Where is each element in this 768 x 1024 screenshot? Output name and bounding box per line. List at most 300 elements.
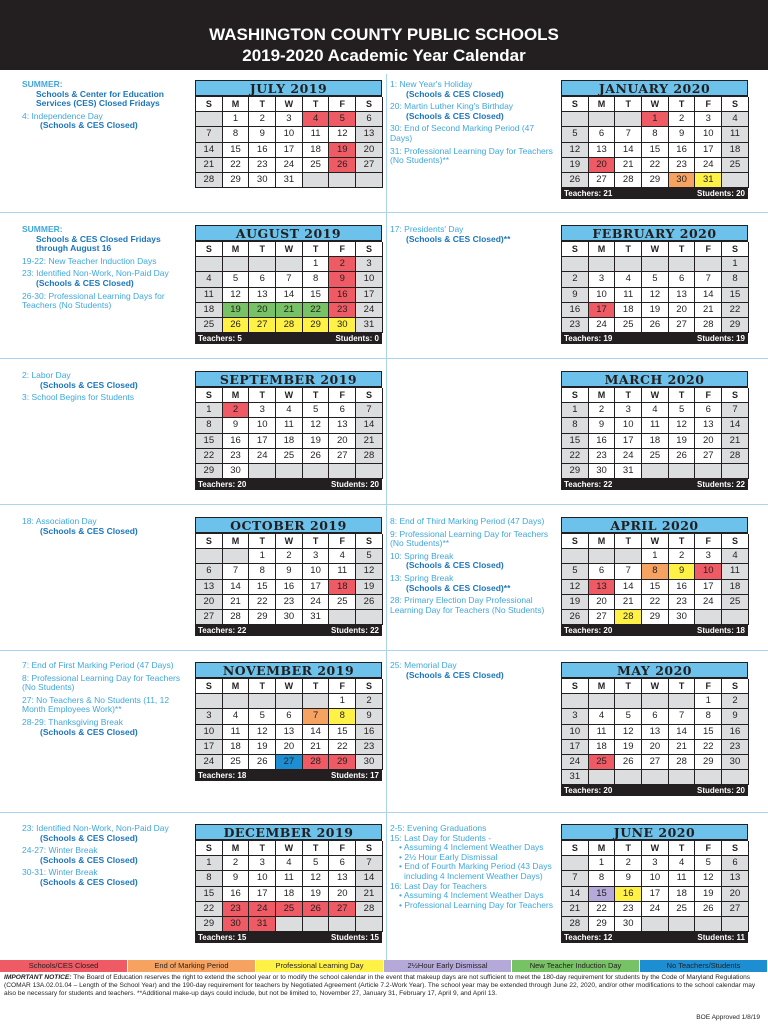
day-cell: 15: [695, 725, 722, 740]
teacher-count: Teachers: 19: [564, 334, 613, 344]
teacher-count: Teachers: 18: [198, 771, 247, 781]
day-cell: 5: [562, 127, 589, 142]
note: 9: Professional Learning Day for Teachers (No Students)**: [390, 528, 549, 549]
day-cell: 12: [669, 418, 696, 433]
note: SUMMER:: [22, 224, 63, 234]
day-cell: 19: [615, 740, 642, 755]
day-cell: 13: [642, 725, 669, 740]
day-cell: 4: [303, 112, 330, 127]
note: (Schools & CES Closed): [40, 120, 138, 131]
weekday-label: S: [722, 841, 749, 856]
day-cell: 22: [562, 449, 589, 464]
day-cell: 7: [223, 564, 250, 579]
day-cell: 24: [589, 318, 616, 333]
day-cell: 3: [303, 549, 330, 564]
day-cell: 27: [589, 610, 616, 625]
note: 7: End of First Marking Period (47 Days): [22, 660, 174, 670]
day-cell: 5: [303, 403, 330, 418]
day-cell: 25: [303, 158, 330, 173]
day-cell: 29: [722, 318, 749, 333]
day-cell: 1: [562, 403, 589, 418]
day-cell: 17: [695, 143, 722, 158]
november-notes: [22, 661, 192, 740]
day-cell: 6: [589, 127, 616, 142]
month-title: AUGUST 2019: [195, 225, 382, 241]
day-cell: 24: [615, 449, 642, 464]
note: 3: School Begins for Students: [22, 392, 134, 403]
teacher-count: Teachers: 15: [198, 933, 247, 943]
day-cell: 14: [196, 143, 223, 158]
empty-cell: [356, 917, 383, 932]
day-cell: 30: [223, 917, 250, 932]
day-cell: 9: [329, 272, 356, 287]
day-cell: 13: [589, 143, 616, 158]
empty-cell: [589, 257, 616, 272]
day-grid: [561, 533, 748, 625]
note: (Schools & CES Closed): [40, 726, 138, 737]
day-cell: 15: [223, 143, 250, 158]
weekday-label: W: [276, 679, 303, 694]
day-cell: 3: [276, 112, 303, 127]
month-title: NOVEMBER 2019: [195, 662, 382, 678]
day-cell: 27: [329, 449, 356, 464]
student-count: Students: 11: [697, 933, 745, 943]
empty-cell: [642, 694, 669, 709]
legend-early-dismissal: 2½Hour Early Dismissal: [384, 960, 512, 972]
day-cell: 29: [329, 755, 356, 770]
day-grid: [195, 678, 382, 770]
weekday-label: W: [276, 534, 303, 549]
day-cell: 13: [695, 418, 722, 433]
weekday-label: T: [615, 388, 642, 403]
day-counts: [561, 932, 748, 943]
day-cell: 2: [276, 549, 303, 564]
weekday-label: M: [589, 388, 616, 403]
note: (Schools & CES Closed): [406, 669, 504, 680]
day-grid: [195, 387, 382, 479]
day-cell: 15: [196, 887, 223, 902]
day-cell: 23: [615, 902, 642, 917]
day-cell: 14: [562, 887, 589, 902]
student-count: Students: 19: [696, 334, 745, 344]
day-cell: 10: [615, 418, 642, 433]
day-cell: 18: [589, 740, 616, 755]
day-cell: 19: [249, 740, 276, 755]
weekday-label: T: [615, 242, 642, 257]
day-cell: 21: [562, 902, 589, 917]
day-cell: 5: [223, 272, 250, 287]
day-cell: 5: [249, 709, 276, 724]
legend: [0, 960, 768, 972]
row-divider: [0, 358, 768, 359]
empty-cell: [196, 257, 223, 272]
calendar-december-2019: [195, 824, 382, 943]
day-cell: 4: [589, 709, 616, 724]
empty-cell: [722, 917, 749, 932]
empty-cell: [669, 464, 696, 479]
day-cell: 14: [615, 580, 642, 595]
day-cell: 15: [642, 143, 669, 158]
teacher-count: Teachers: 21: [564, 189, 613, 199]
day-cell: 4: [223, 709, 250, 724]
weekday-label: T: [303, 534, 330, 549]
row-divider: [0, 650, 768, 651]
month-title: OCTOBER 2019: [195, 517, 382, 533]
month-title: APRIL 2020: [561, 517, 748, 533]
day-cell: 10: [196, 725, 223, 740]
empty-cell: [303, 464, 330, 479]
day-cell: 13: [196, 580, 223, 595]
day-cell: 31: [695, 173, 722, 188]
day-cell: 24: [249, 902, 276, 917]
day-cell: 10: [695, 127, 722, 142]
day-cell: 14: [303, 725, 330, 740]
weekday-label: T: [249, 841, 276, 856]
empty-cell: [615, 694, 642, 709]
calendar-january-2020: [561, 80, 748, 199]
day-cell: 7: [562, 871, 589, 886]
day-cell: 22: [303, 303, 330, 318]
day-cell: 14: [223, 580, 250, 595]
weekday-label: T: [303, 97, 330, 112]
day-cell: 15: [329, 725, 356, 740]
day-cell: 8: [589, 871, 616, 886]
note: 8: Professional Learning Day for Teachers (No Students): [22, 672, 181, 693]
weekday-label: T: [669, 97, 696, 112]
day-cell: 24: [562, 755, 589, 770]
day-cell: 23: [562, 318, 589, 333]
weekday-label: M: [223, 534, 250, 549]
note: (Schools & CES Closed): [40, 832, 138, 843]
empty-cell: [276, 694, 303, 709]
day-cell: 25: [722, 158, 749, 173]
empty-cell: [642, 257, 669, 272]
day-cell: 12: [562, 143, 589, 158]
day-cell: 14: [722, 418, 749, 433]
weekday-label: W: [642, 534, 669, 549]
boe-approved: BOE Approved 1/8/19: [696, 1014, 760, 1021]
weekday-label: W: [642, 242, 669, 257]
student-count: Students: 22: [696, 480, 745, 490]
note: (Schools & CES Closed): [406, 88, 504, 99]
day-cell: 19: [356, 580, 383, 595]
day-cell: 24: [695, 595, 722, 610]
weekday-label: T: [249, 679, 276, 694]
day-cell: 2: [249, 112, 276, 127]
student-count: Students: 15: [330, 933, 379, 943]
weekday-label: M: [223, 388, 250, 403]
empty-cell: [329, 464, 356, 479]
weekday-label: S: [356, 97, 383, 112]
note: 19-22: New Teacher Induction Days: [22, 255, 157, 266]
day-cell: 4: [669, 856, 696, 871]
day-cell: 15: [562, 434, 589, 449]
page-title: WASHINGTON COUNTY PUBLIC SCHOOLS: [209, 25, 559, 44]
day-cell: 28: [562, 917, 589, 932]
day-cell: 11: [329, 564, 356, 579]
day-cell: 20: [249, 303, 276, 318]
empty-cell: [669, 917, 696, 932]
day-cell: 28: [669, 755, 696, 770]
day-cell: 30: [669, 610, 696, 625]
notice-lead: IMPORTANT NOTICE:: [4, 974, 72, 981]
day-cell: 20: [589, 158, 616, 173]
day-cell: 31: [562, 770, 589, 785]
day-cell: 30: [356, 755, 383, 770]
day-cell: 5: [695, 856, 722, 871]
may-notes: [390, 661, 555, 683]
empty-cell: [669, 694, 696, 709]
day-cell: 19: [329, 143, 356, 158]
weekday-label: T: [303, 679, 330, 694]
day-cell: 5: [615, 709, 642, 724]
day-cell: 14: [615, 143, 642, 158]
day-cell: 23: [249, 158, 276, 173]
weekday-label: S: [196, 242, 223, 257]
day-cell: 25: [329, 595, 356, 610]
day-grid: [561, 840, 748, 932]
day-cell: 11: [223, 725, 250, 740]
weekday-label: W: [276, 841, 303, 856]
weekday-label: S: [722, 388, 749, 403]
day-cell: 10: [562, 725, 589, 740]
day-cell: 8: [196, 418, 223, 433]
day-cell: 9: [276, 564, 303, 579]
note: (Schools & CES Closed): [36, 277, 134, 288]
weekday-label: W: [642, 388, 669, 403]
day-cell: 14: [356, 418, 383, 433]
day-cell: 23: [329, 303, 356, 318]
note: 23: Identified Non-Work, Non-Paid Day: [22, 268, 169, 279]
calendar-april-2020: [561, 517, 748, 636]
weekday-label: S: [722, 97, 749, 112]
day-cell: 16: [329, 288, 356, 303]
day-cell: 12: [249, 725, 276, 740]
day-cell: 9: [223, 418, 250, 433]
day-cell: 22: [589, 902, 616, 917]
day-cell: 29: [642, 610, 669, 625]
legend-closed: Schools/CES Closed: [0, 960, 128, 972]
day-cell: 30: [329, 318, 356, 333]
day-counts: [195, 333, 382, 344]
day-cell: 17: [562, 740, 589, 755]
day-cell: 10: [249, 418, 276, 433]
day-cell: 4: [642, 403, 669, 418]
day-cell: 23: [589, 449, 616, 464]
day-cell: 30: [276, 610, 303, 625]
day-cell: 27: [589, 173, 616, 188]
day-cell: 18: [642, 434, 669, 449]
day-cell: 30: [722, 755, 749, 770]
empty-cell: [695, 770, 722, 785]
day-cell: 16: [249, 143, 276, 158]
day-cell: 27: [642, 755, 669, 770]
note: (Schools & CES Closed): [40, 854, 138, 865]
note: 8: End of Third Marking Period (47 Days): [390, 516, 545, 526]
day-counts: [195, 932, 382, 943]
day-cell: 13: [329, 418, 356, 433]
day-cell: 28: [276, 318, 303, 333]
empty-cell: [562, 549, 589, 564]
day-cell: 20: [722, 887, 749, 902]
note: 23: Identified Non-Work, Non-Paid Day: [22, 823, 169, 833]
weekday-label: T: [615, 841, 642, 856]
day-cell: 11: [722, 564, 749, 579]
empty-cell: [196, 112, 223, 127]
day-cell: 2: [329, 257, 356, 272]
empty-cell: [695, 610, 722, 625]
day-cell: 29: [223, 173, 250, 188]
day-cell: 1: [249, 549, 276, 564]
note: Schools & Center for Education Services (CES) Closed Fridays: [36, 88, 164, 109]
note: 18: Association Day: [22, 516, 97, 526]
day-grid: [561, 96, 748, 188]
day-cell: 17: [615, 434, 642, 449]
day-cell: 17: [303, 580, 330, 595]
day-cell: 23: [669, 595, 696, 610]
day-cell: 1: [642, 112, 669, 127]
teacher-count: Teachers: 20: [198, 480, 247, 490]
empty-cell: [276, 917, 303, 932]
day-cell: 7: [695, 272, 722, 287]
weekday-label: S: [722, 242, 749, 257]
day-cell: 16: [722, 725, 749, 740]
day-cell: 30: [249, 173, 276, 188]
day-cell: 18: [669, 887, 696, 902]
empty-cell: [196, 549, 223, 564]
day-cell: 29: [303, 318, 330, 333]
weekday-label: M: [223, 841, 250, 856]
month-title: DECEMBER 2019: [195, 824, 382, 840]
day-cell: 27: [356, 158, 383, 173]
day-cell: 29: [642, 173, 669, 188]
note: 13: Spring Break: [390, 572, 454, 583]
day-cell: 16: [562, 303, 589, 318]
day-cell: 27: [695, 449, 722, 464]
weekday-label: F: [695, 841, 722, 856]
day-cell: 17: [642, 887, 669, 902]
day-cell: 12: [642, 288, 669, 303]
weekday-label: S: [196, 97, 223, 112]
note: Schools & CES Closed Fridays through August 16: [36, 233, 161, 254]
day-cell: 11: [196, 288, 223, 303]
weekday-label: M: [589, 97, 616, 112]
day-cell: 8: [249, 564, 276, 579]
empty-cell: [669, 257, 696, 272]
note: 28-29: Thanksgiving Break: [22, 716, 123, 727]
day-cell: 3: [589, 272, 616, 287]
note: • Assuming 4 Inclement Weather Days: [399, 842, 544, 853]
day-cell: 6: [249, 272, 276, 287]
day-cell: 21: [615, 158, 642, 173]
day-cell: 11: [615, 288, 642, 303]
day-cell: 3: [695, 549, 722, 564]
weekday-label: W: [276, 242, 303, 257]
weekday-label: M: [589, 534, 616, 549]
teacher-count: Teachers: 20: [564, 786, 613, 796]
note: 30: End of Second Marking Period (47 Days): [390, 123, 535, 143]
weekday-label: T: [249, 97, 276, 112]
august-notes: [22, 225, 194, 314]
day-cell: 6: [329, 856, 356, 871]
day-cell: 13: [589, 580, 616, 595]
day-cell: 11: [303, 127, 330, 142]
weekday-label: M: [589, 242, 616, 257]
day-cell: 2: [223, 856, 250, 871]
weekday-label: T: [615, 534, 642, 549]
student-count: Students: 18: [696, 626, 745, 636]
day-cell: 12: [695, 871, 722, 886]
legend-end-of-marking-period: End of Marking Period: [128, 960, 256, 972]
day-cell: 28: [303, 755, 330, 770]
teacher-count: Teachers: 12: [564, 933, 613, 943]
note: 16: Last Day for Teachers: [390, 880, 487, 891]
weekday-label: T: [249, 534, 276, 549]
day-cell: 6: [276, 709, 303, 724]
weekday-label: S: [562, 388, 589, 403]
day-cell: 18: [223, 740, 250, 755]
empty-cell: [642, 917, 669, 932]
weekday-label: S: [562, 679, 589, 694]
legend-professional-learning-day: Professional Learning Day: [256, 960, 384, 972]
month-title: MAY 2020: [561, 662, 748, 678]
day-cell: 1: [329, 694, 356, 709]
day-cell: 31: [303, 610, 330, 625]
day-cell: 17: [356, 288, 383, 303]
empty-cell: [276, 464, 303, 479]
weekday-label: S: [196, 388, 223, 403]
day-cell: 28: [615, 610, 642, 625]
empty-cell: [329, 917, 356, 932]
day-cell: 2: [356, 694, 383, 709]
day-cell: 13: [249, 288, 276, 303]
day-cell: 16: [589, 434, 616, 449]
day-cell: 26: [562, 173, 589, 188]
empty-cell: [615, 770, 642, 785]
day-cell: 10: [589, 288, 616, 303]
weekday-label: S: [356, 534, 383, 549]
note: • Assuming 4 Inclement Weather Days: [399, 890, 544, 901]
day-cell: 3: [196, 709, 223, 724]
day-cell: 12: [356, 564, 383, 579]
day-cell: 4: [722, 112, 749, 127]
day-cell: 3: [356, 257, 383, 272]
day-cell: 2: [669, 549, 696, 564]
april-notes: [390, 517, 555, 618]
note: 24-27: Winter Break: [22, 845, 98, 856]
day-cell: 7: [196, 127, 223, 142]
day-cell: 18: [196, 303, 223, 318]
day-cell: 13: [276, 725, 303, 740]
day-cell: 3: [249, 856, 276, 871]
day-cell: 2: [223, 403, 250, 418]
day-cell: 10: [276, 127, 303, 142]
day-cell: 21: [615, 595, 642, 610]
note: 10: Spring Break: [390, 550, 454, 561]
day-cell: 15: [722, 288, 749, 303]
teacher-count: Teachers: 20: [564, 626, 613, 636]
day-cell: 9: [249, 127, 276, 142]
empty-cell: [562, 856, 589, 871]
day-cell: 1: [196, 403, 223, 418]
day-cell: 20: [329, 434, 356, 449]
day-cell: 17: [695, 580, 722, 595]
day-cell: 24: [695, 158, 722, 173]
day-cell: 24: [249, 449, 276, 464]
weekday-label: S: [562, 97, 589, 112]
day-cell: 18: [615, 303, 642, 318]
day-cell: 17: [249, 434, 276, 449]
